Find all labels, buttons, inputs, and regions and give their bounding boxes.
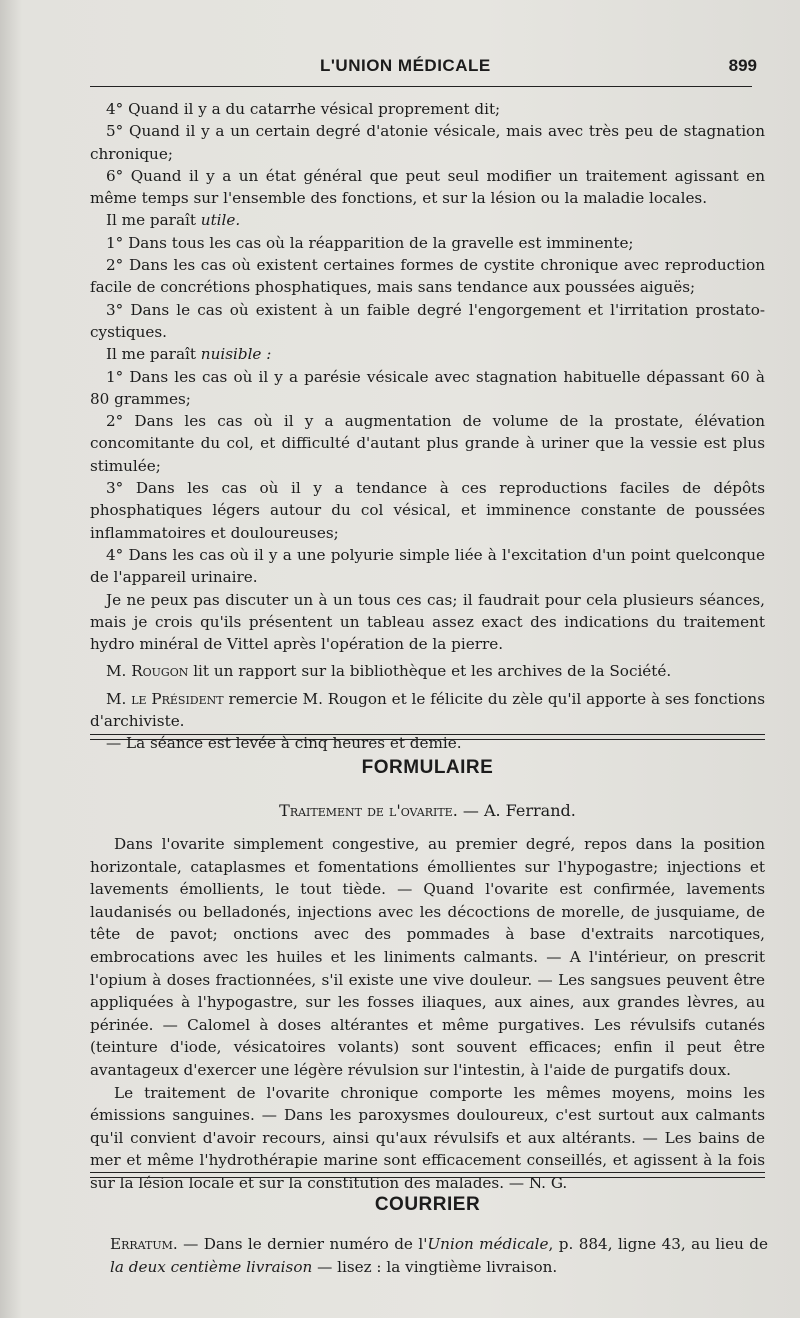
indication-item: 4° Quand il y a du catarrhe vésical proprement dit;	[106, 100, 501, 118]
rougon-minute	[90, 660, 765, 682]
utile-item: 2° Dans les cas où existent certaines formes de cystite chronique avec reproduction facile de concrétions phosphatiques, mais sans tendance aux poussées aiguës;	[90, 256, 765, 297]
nuisible-item: 3° Dans les cas où il y a tendance à ces reproductions faciles de dépôts phosphatiques légers autour du col vésical, et imminence constante de poussées inflammatoires et douloureuses;	[90, 479, 765, 542]
running-head	[90, 56, 765, 80]
formulaire-paragraph: Dans l'ovarite simplement congestive, au premier degré, repos dans la position horizontale, cataplasmes et fomentations émollientes sur l'hypogastre; injections et lavements émollients, le tout tiède. — Quand l'ovarite est confirmée, lavements laudanisés ou belladonés, injections avec les décoctions de morelle, de jusquiame, de tête de pavot; onctions avec des pommades à base d'extraits narcotiques, embrocations avec les huiles et les liniments calmants. — A l'intérieur, on prescrit l'opium à doses fractionnées, s'il existe une vive douleur. — Les sangsues peuvent être appliquées à l'hypogastre, sur les fosses iliaques, aux aines, aux grandes lèvres, au périnée. — Calomel à doses altérantes et même purgatives. Les révulsifs cutanés (teinture d'iode, vésicatoires volants) sont souvent efficaces; enfin il peut être avantageux d'exercer une légère révulsion sur l'intestin, à l'aide de purgatifs doux.	[90, 835, 765, 1079]
society-report-text	[90, 98, 765, 755]
rougon-name: M. Rougon	[106, 662, 189, 681]
courrier-text	[110, 1233, 768, 1279]
section-divider	[90, 1172, 765, 1178]
president-text: remercie M. Rougon et le félicite du zèle qu'il apporte à ses fonctions d'archiviste.	[90, 689, 765, 731]
nuisible-item: 2° Dans les cas où il y a augmentation de volume de la prostate, élévation concomitante du col, et difficulté d'autant plus grande à uriner que la vessie est plus stimulée;	[90, 412, 765, 475]
courrier-heading: COURRIER	[374, 1194, 481, 1215]
nuisible-item: 4° Dans les cas où il y a une polyurie simple liée à l'excitation d'un point quelconque de l'appareil urinaire.	[90, 545, 765, 587]
erratum-text: — Dans le dernier numéro de l'	[177, 1235, 428, 1253]
president-minute	[90, 688, 765, 733]
section-divider	[90, 734, 765, 740]
utile-intro	[90, 209, 765, 231]
page-number: 899	[728, 56, 757, 75]
erratum-paragraph	[110, 1233, 768, 1279]
nuisible-intro	[90, 343, 765, 365]
president-name: M. le Président	[106, 689, 224, 708]
utile-item: 1° Dans tous les cas où la réapparition de la gravelle est imminente;	[106, 233, 634, 252]
header-rule	[90, 86, 752, 87]
conclusion-paragraph: Je ne peux pas discuter un à un tous ces cas; il faudrait pour cela plusieurs séances, mais je crois qu'ils présentent un tableau assez exact des indications du traitement hydro minéral de Vittel après l'opération de la pierre.	[90, 590, 765, 654]
utile-word: utile.	[200, 211, 241, 230]
wrong-phrase: la deux centième livraison	[110, 1258, 313, 1276]
utile-intro-prefix: Il me paraît	[106, 211, 201, 230]
journal-title: L'UNION MÉDICALE	[320, 56, 491, 75]
formulaire-paragraph: Le traitement de l'ovarite chronique comporte les mêmes moyens, moins les émissions sanguines. — Dans les paroxysmes douloureux, c'est surtout aux calmants qu'il convient d'avoir recours, ainsi qu'aux révulsifs et aux altérants. — Les bains de mer et même l'hydrothérapie marine sont efficacement conseillés, et agissent à la fois sur la lésion locale et sur la constitution des malades. — N. G.	[90, 1083, 765, 1192]
indication-item: 5° Quand il y a un certain degré d'atonie vésicale, mais avec très peu de stagnation chronique;	[90, 122, 765, 163]
nuisible-item: 1° Dans les cas où il y a parésie vésicale avec stagnation habituelle dépassant 60 à 80 grammes;	[90, 367, 765, 408]
nuisible-intro-prefix: Il me paraît	[106, 345, 201, 364]
session-closing: — La séance est levée à cinq heures et demie.	[106, 734, 462, 753]
utile-item: 3° Dans le cas où existent à un faible degré l'engorgement et l'irritation prostato-cystiques.	[90, 300, 765, 341]
journal-name-italic: Union médicale	[427, 1235, 549, 1253]
formulaire-text	[90, 833, 765, 1195]
indication-item: 6° Quand il y a un état général que peut seul modifier un traitement agissant en même temps sur l'ensemble des fonctions, et sur la lésion ou la maladie locales.	[90, 166, 765, 208]
formulaire-subheading-title: Traitement de l'ovarite.	[279, 801, 458, 820]
erratum-label: Erratum.	[110, 1235, 178, 1253]
rougon-text: lit un rapport sur la bibliothèque et les archives de la Société.	[188, 662, 672, 681]
formulaire-author: — A. Ferrand.	[457, 801, 576, 820]
formulaire-heading: FORMULAIRE	[361, 757, 494, 778]
erratum-text: — lisez : la vingtième livraison.	[312, 1258, 558, 1276]
formulaire-subheading	[90, 801, 765, 820]
erratum-text: , p. 884, ligne 43, au lieu de	[548, 1235, 768, 1253]
nuisible-word: nuisible :	[200, 345, 272, 364]
